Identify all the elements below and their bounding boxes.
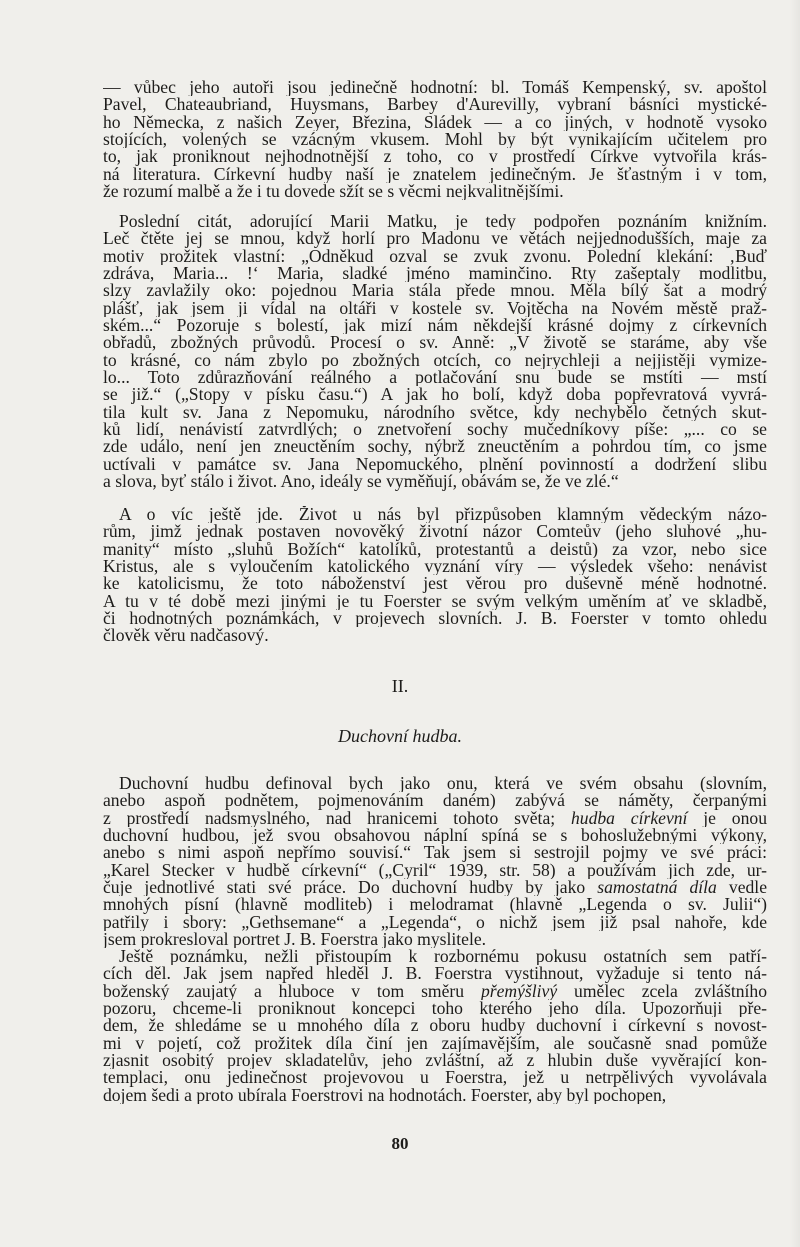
text-line: obřadů, zbožných průvodů. Procesí o sv. Anně: „V životě se staráme, aby vše	[103, 334, 767, 352]
text-line: zjasnit osobitý projev skladatelův, jeho zvláštní, až z hlubin duše vyvěrající kon-	[103, 1052, 767, 1070]
text-line: manity“ místo „sluhů Božích“ katolíků, protestantů a deistů) za vzor, nebo sice	[103, 540, 767, 559]
text-line: jsem prokresloval portret J. B. Foerstra jako myslitele.	[103, 931, 487, 949]
text-line: A tu v té době mezi jinými je tu Foerster se svým velkým uměním ať ve skladbě,	[103, 592, 767, 611]
text-line: to krásné, co nám zbylo po zbožných otcích, co nejrychleji a nejjistěji vymize-	[103, 351, 767, 370]
text-line: slzy zavlažily oko: pojednou Maria stála přede mnou. Měla bílý šat a modrý	[103, 282, 767, 300]
text-line: čuje jednotlivé stati své práce. Do duchovní hudby by jako samostatná díla vedle	[103, 879, 767, 897]
text-line: Pavel, Chateaubriand, Huysmans, Barbey d'Aurevilly, vybraní básníci mystické-	[103, 96, 767, 114]
text-line: templaci, onu jedinečnost projevovou u Foerstra, jež u netrpělivých vyvolávala	[103, 1069, 767, 1087]
text-line: A o víc ještě jde. Život u nás byl přizpůsoben klamným vědeckým názo-	[119, 506, 767, 524]
emphasis: hudba církevní	[570, 809, 688, 828]
text-line: Duchovní hudbu definoval bych jako onu, která ve svém obsahu (slovním,	[119, 775, 767, 793]
text-line: uctívali v památce sv. Jana Nepomuckého, plnění povinností a dodržení slibu	[103, 455, 767, 474]
text-line: anebo aspoň podnětem, pojmenováním daném) zabývá se náměty, čerpanými	[103, 792, 767, 810]
text-line: boženský zaujatý a hluboce v tom směru přemýšlivý umělec zcela zvláštního	[103, 982, 767, 1001]
text-line: stojících, volených se vzácným vkusem. Mohl by být vynikajícím učitelem pro	[103, 131, 767, 149]
text-line: motiv prožitek vlastní: „Odněkud ozval se zvuk zvonu. Polední klekání: ‚Buď	[103, 247, 767, 266]
text-line: „Karel Stecker v hudbě církevní“ („Cyril“ 1939, str. 58) a používám jich zde, ur-	[103, 861, 767, 880]
emphasis: přemýšlivý	[480, 982, 558, 1001]
text-line: pozoru, chceme-li proniknout koncepci toho kterého jeho díla. Upozorňuji pře-	[103, 1000, 767, 1018]
paragraph	[103, 506, 767, 645]
text-line: Leč čtěte jej se mnou, když horlí pro Madonu ve větách nejjednodušších, maje za	[103, 230, 767, 248]
page-edge-shadow	[790, 0, 800, 1247]
text-line: mnohých písní (hlavně modliteb) i melodramat (hlavně „Legenda o sv. Julii“)	[103, 896, 767, 914]
text-line: Kristus, ale s vyloučením katolického vyznání víry — výsledek všeho: nenávist	[103, 558, 767, 576]
text-line: patřily i sbory: „Gethsemane“ a „Legenda“, o nichž jsem již psal nahoře, kde	[103, 913, 767, 932]
text-line: dojem šedi a proto ubírala Foerstrovi na hodnotách. Foerster, aby byl pochopen,	[103, 1086, 667, 1105]
text-line: dem, že shledáme se u mnohého díla z oboru hudby duchovní i církevní s novost-	[103, 1017, 767, 1035]
paragraph	[103, 79, 767, 200]
text-line: ke katolicismu, že toto náboženství jest věrou pro duševně méně hodnotné.	[103, 575, 767, 593]
page-number: 80	[391, 1134, 409, 1153]
text-line: tila kult sv. Jana z Nepomuku, národního světce, kdy nechybělo četných skut-	[103, 403, 767, 422]
text-line: člověk věru nadčasový.	[103, 627, 269, 645]
text-line: duchovní hudbou, jež svou obsahovou náplní spíná se s bohoslužebnými výkony,	[103, 827, 767, 845]
text-line: zde událo, není jen zneuctěním sochy, nýbrž zneuctěním a pohrdou tím, co jsme	[103, 438, 767, 456]
text-line: ském...“ Pozoruje s bolestí, jak mizí nám někdejší krásné dojmy z církevních	[103, 317, 767, 335]
text-line: zdráva, Maria... !‘ Maria, sladké jméno maminčino. Rty zašeptaly modlitbu,	[103, 265, 767, 283]
text-line: ků lidí, nenávistí zatvrdlých; o znetvoření sochy mučedníkovy píše: „... co se	[103, 421, 767, 439]
text-line: mi v pojetí, což prožitek díla činí jen zajímavějším, ale současně snad pomůže	[103, 1034, 767, 1053]
paragraph	[103, 775, 767, 948]
text-line: to, jak proniknout nejhodnotnější z toho, co v prostředí Církve vytvořila krás-	[103, 148, 767, 166]
section-number: II.	[391, 676, 409, 696]
text-line: či hodnotných poznámkách, v projevech slovních. J. B. Foerster v tomto ohledu	[103, 610, 767, 628]
paragraph	[103, 948, 767, 1104]
text-line: cích děl. Jak jsem napřed hleděl J. B. Foerstra vystihnout, vyžaduje si tento ná-	[103, 965, 767, 983]
text-line: se již.“ („Stopy v písku času.“) A jak ho bolí, když doba popřevratová vyvrá-	[103, 386, 767, 404]
section-title: Duchovní hudba.	[338, 726, 462, 746]
text-line: plášť, jak jsem ji vídal na oltáři v kostele sv. Vojtěcha na Novém městě praž-	[103, 299, 767, 318]
text-line: Ještě poznámku, nežli přistoupím k rozbornému pokusu ostatních sem patří-	[119, 948, 767, 966]
text-line: že rozumí malbě a že i tu dovede sžít se s věcmi nejkvalitnějšími.	[103, 183, 564, 201]
text-line: — vůbec jeho autoři jsou jedinečně hodnotní: bl. Tomáš Kempenský, sv. apoštol	[103, 79, 767, 97]
text-line: lo... Toto zdůrazňování reálného a potlačování snu bude se mstíti — mstí	[103, 369, 767, 387]
text-line: ho Německa, z našich Zeyer, Březina, Sládek — a co jiných, v hodnotě vysoko	[103, 113, 767, 132]
emphasis: samostatná díla	[597, 879, 717, 897]
text-line: a slova, byť stálo i život. Ano, ideály se vyměňují, obávám se, že ve zlé.“	[103, 473, 619, 491]
text-line: z prostředí nadsmyslného, nad hranicemi tohoto světa; hudba církevní je onou	[103, 809, 767, 828]
paragraph	[103, 213, 767, 491]
text-line: Poslední citát, adorující Marii Matku, je tedy podpořen poznáním knižním.	[119, 213, 767, 231]
text-line: ná literatura. Církevní hudby naší je znatelem jedinečným. Je šťastným i v tom,	[103, 165, 767, 184]
text-line: anebo s nimi aspoň nepřímo souvisí.“ Tak jsem si sestrojil pojmy ve své práci:	[103, 844, 767, 862]
text-line: rům, jimž jednak postaven novověký životní názor Comteův (jeho sluhové „hu-	[103, 523, 767, 541]
